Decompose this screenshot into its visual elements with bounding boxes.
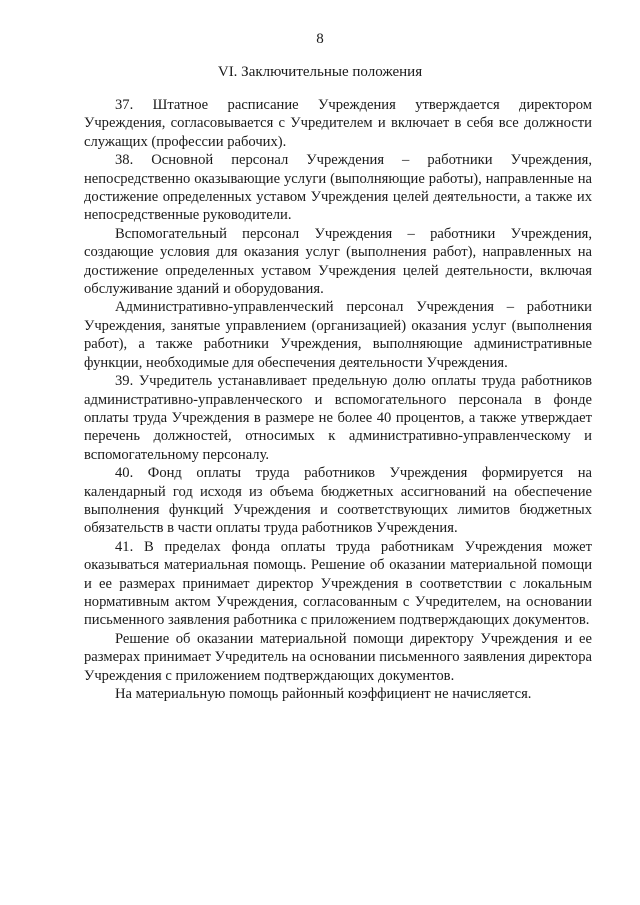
paragraph-director-aid: Решение об оказании материальной помощи директору Учреждения и ее размерах принимает Учредитель на основании письменного заявления директора Учреждения с приложением подтверждающих документов. — [84, 630, 592, 684]
paragraph-38: 38. Основной персонал Учреждения – работники Учреждения, непосредственно оказывающие услуги (выполняющие работы), направленные на достижение определенных уставом Учреждения целей деятельности, а также их непосредственные руководители. — [84, 152, 592, 224]
section-title: VI. Заключительные положения — [217, 64, 423, 80]
paragraph-40: 40. Фонд оплаты труда работников Учреждения формируется на календарный год исходя из объема бюджетных ассигнований на обеспечение выполнения функций Учреждения и соответствующих лимитов бюджетных обязательств в части оплаты труда работников Учреждения. — [84, 465, 592, 537]
paragraph-41: 41. В пределах фонда оплаты труда работникам Учреждения может оказываться материальная помощь. Решение об оказании материальной помощи и ее размерах принимает директор Учреждения в соответствии с локальным нормативным актом Учреждения, согласованным с Учредителем, на основании письменного заявления работника с приложением подтверждающих документов. — [84, 538, 592, 629]
paragraph-support-staff: Вспомогательный персонал Учреждения – работники Учреждения, создающие условия для оказания услуг (выполнения работ), направленных на достижение определенных уставом Учреждения целей деятельности, включая обслуживание зданий и оборудования. — [84, 225, 592, 298]
document-body — [84, 96, 592, 703]
page-number: 8 — [316, 31, 324, 47]
paragraph-admin-staff: Административно-управленческий персонал Учреждения – работники Учреждения, занятые управлением (организацией) оказания услуг (выполнения работ), а также работники Учреждения, выполняющие административные функции, необходимые для обеспечения деятельности Учреждения. — [84, 299, 592, 371]
paragraph-regional-coefficient: На материальную помощь районный коэффициент не начисляется. — [115, 686, 532, 702]
paragraph-37: 37. Штатное расписание Учреждения утверждается директором Учреждения, согласовывается с Учредителем и включает в себя все должности служащих (профессии рабочих). — [84, 97, 592, 150]
paragraph-39: 39. Учредитель устанавливает предельную долю оплаты труда работников административно-управленческого и вспомогательного персонала в фонде оплаты труда Учреждения в размере не более 40 процентов, а также утверждает перечень должностей, относимых к административно-управленческому и вспомогательному персоналу. — [84, 373, 592, 463]
